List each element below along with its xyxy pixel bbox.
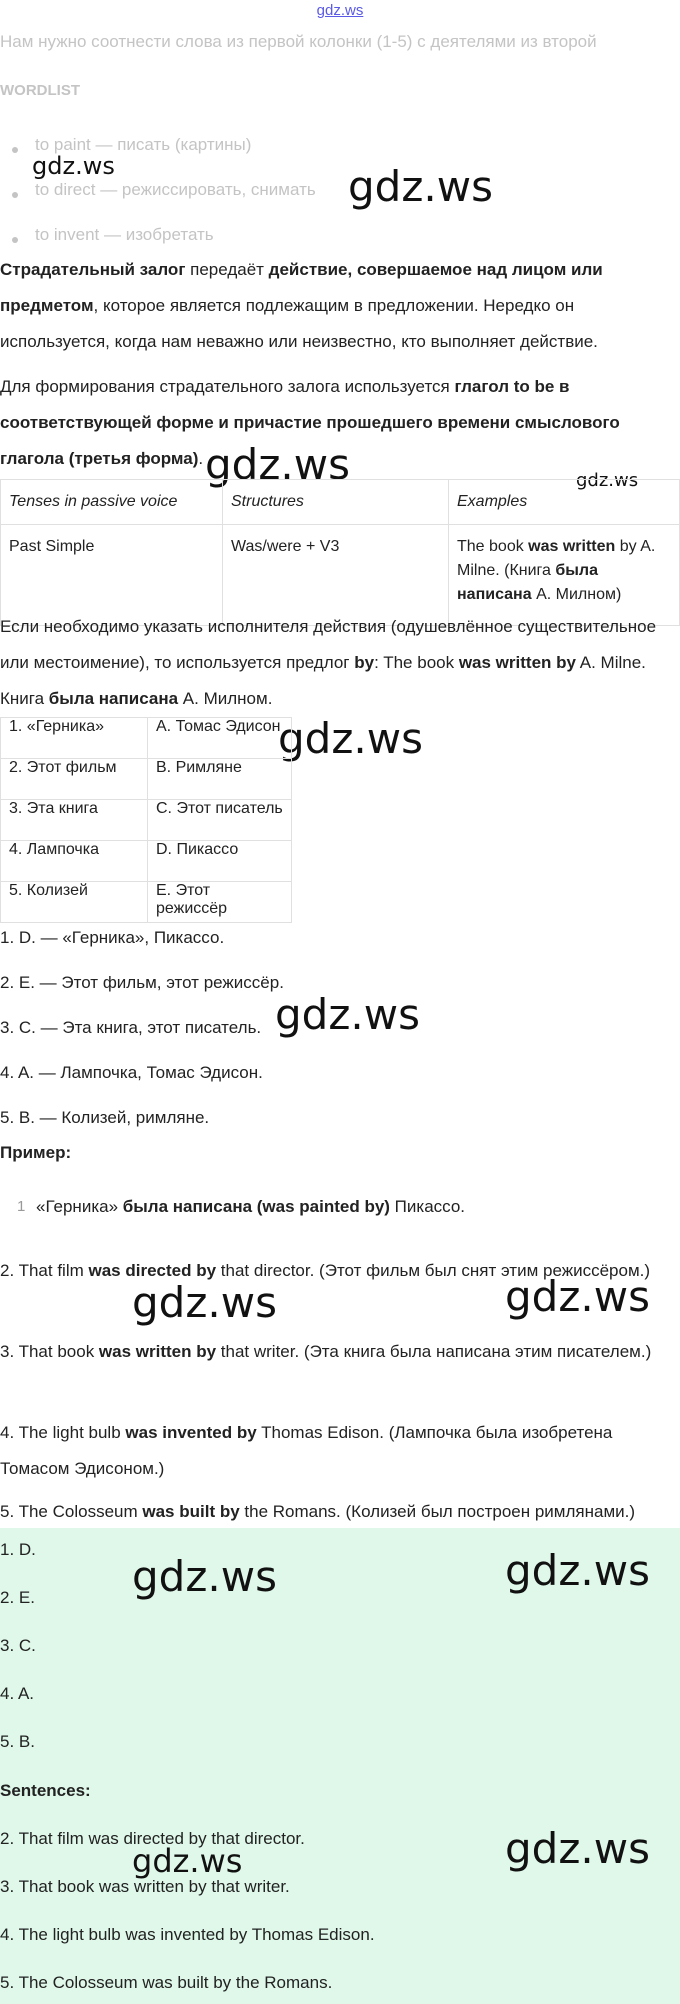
translation-item: 3. That book was written by that writer. (Эта книга была написана этим писателем.) (0, 1342, 652, 1361)
example-sentence: «Герника» была написана (was painted by) Пикассо. (36, 1197, 466, 1216)
intro-text: Нам нужно соотнести слова из первой колонки (1-5) с деятелями из второй (0, 32, 597, 51)
answer-key: 2. E. (0, 1588, 35, 1607)
table-cell: 4. Лампочка (1, 841, 148, 882)
watermark-logo: gdz.ws (132, 1842, 243, 1880)
translation-item: 2. That film was directed by that director. (Этот фильм был снят этим режиссёром.) (0, 1261, 651, 1280)
translation-item: 4. The light bulb was invented by Thomas Edison. (Лампочка была изобретена Томасом Эдисоном.) (0, 1423, 613, 1478)
matching-table (0, 717, 292, 923)
answer-key: 4. A. (0, 1684, 35, 1703)
passive-definition: Страдательный залог передаёт действие, совершаемое над лицом или предметом, которое является подлежащим в предложении. Нередко он используется, когда нам неважно или неизвестно, кто выполняет действие. (0, 260, 603, 351)
pair-item: 1. D. — «Герника», Пикассо. (0, 928, 225, 947)
watermark-logo: gdz.ws (275, 990, 420, 1039)
table-header: Examples (449, 480, 680, 525)
answer-sentence: 2. That film was directed by that director. (0, 1829, 305, 1848)
agent-explanation: Если необходимо указать исполнителя действия (одушевлённое существительное или местоимение), то используется предлог by: The book was written by A. Milne. Книга была написана А. Милном. (0, 617, 657, 708)
pair-item: 5. B. — Колизей, римляне. (0, 1108, 210, 1127)
answer-key: 5. B. (0, 1732, 35, 1751)
watermark-logo: gdz.ws (132, 1552, 277, 1601)
table-cell: C. Этот писатель (148, 800, 292, 841)
watermark-logo: gdz.ws (32, 152, 115, 180)
passive-formation: Для формирования страдательного залога используется глагол to be в соответствующей форме и причастие прошедшего времени смыслового глагола (третья форма). (0, 377, 620, 468)
site-link[interactable]: gdz.ws (316, 2, 364, 19)
watermark-logo: gdz.ws (278, 714, 423, 763)
table-cell: The book was written by A. Milne. (Книга была написана А. Милном) (449, 525, 680, 626)
bullet-icon (12, 147, 18, 153)
table-cell: D. Пикассо (148, 841, 292, 882)
answer-sentence: 4. The light bulb was invented by Thomas Edison. (0, 1925, 375, 1944)
watermark-logo: gdz.ws (348, 162, 493, 211)
sentences-heading: Sentences: (0, 1781, 91, 1800)
table-cell: E. Этот режиссёр (148, 882, 292, 923)
pair-item: 2. E. — Этот фильм, этот режиссёр. (0, 973, 284, 992)
pair-item: 4. A. — Лампочка, Томас Эдисон. (0, 1063, 263, 1082)
table-cell: 3. Эта книга (1, 800, 148, 841)
answer-key: 3. C. (0, 1636, 36, 1655)
watermark-logo: gdz.ws (205, 440, 350, 489)
watermark-logo: gdz.ws (505, 1546, 650, 1595)
table-cell: Past Simple (1, 525, 223, 626)
pair-item: 3. C. — Эта книга, этот писатель. (0, 1018, 262, 1037)
table-header: Tenses in passive voice (1, 480, 223, 525)
wordlist-item: to invent — изобретать (35, 225, 214, 244)
table-cell: A. Томас Эдисон (148, 718, 292, 759)
bullet-icon (12, 237, 18, 243)
answer-sentence: 3. That book was written by that writer. (0, 1877, 290, 1896)
wordlist-heading: WORDLIST (0, 82, 80, 99)
table-cell: Was/were + V3 (223, 525, 449, 626)
table-cell: B. Римляне (148, 759, 292, 800)
table-header: Structures (223, 480, 449, 525)
watermark-logo: gdz.ws (505, 1824, 650, 1873)
watermark-logo: gdz.ws (132, 1278, 277, 1327)
list-number: 1 (17, 1198, 26, 1215)
table-cell: 1. «Герника» (1, 718, 148, 759)
example-heading: Пример: (0, 1143, 72, 1162)
bullet-icon (12, 192, 18, 198)
tenses-table (0, 479, 680, 626)
answer-key: 1. D. (0, 1540, 36, 1559)
translation-item: 5. The Colosseum was built by the Romans. (Колизей был построен римлянами.) (0, 1502, 636, 1521)
watermark-logo: gdz.ws (576, 470, 639, 491)
wordlist-item: to paint — писать (картины) (35, 135, 252, 154)
watermark-logo: gdz.ws (505, 1272, 650, 1321)
table-cell: 2. Этот фильм (1, 759, 148, 800)
table-cell: 5. Колизей (1, 882, 148, 923)
wordlist-item: to direct — режиссировать, снимать (35, 180, 316, 199)
answer-sentence: 5. The Colosseum was built by the Romans. (0, 1973, 333, 1992)
